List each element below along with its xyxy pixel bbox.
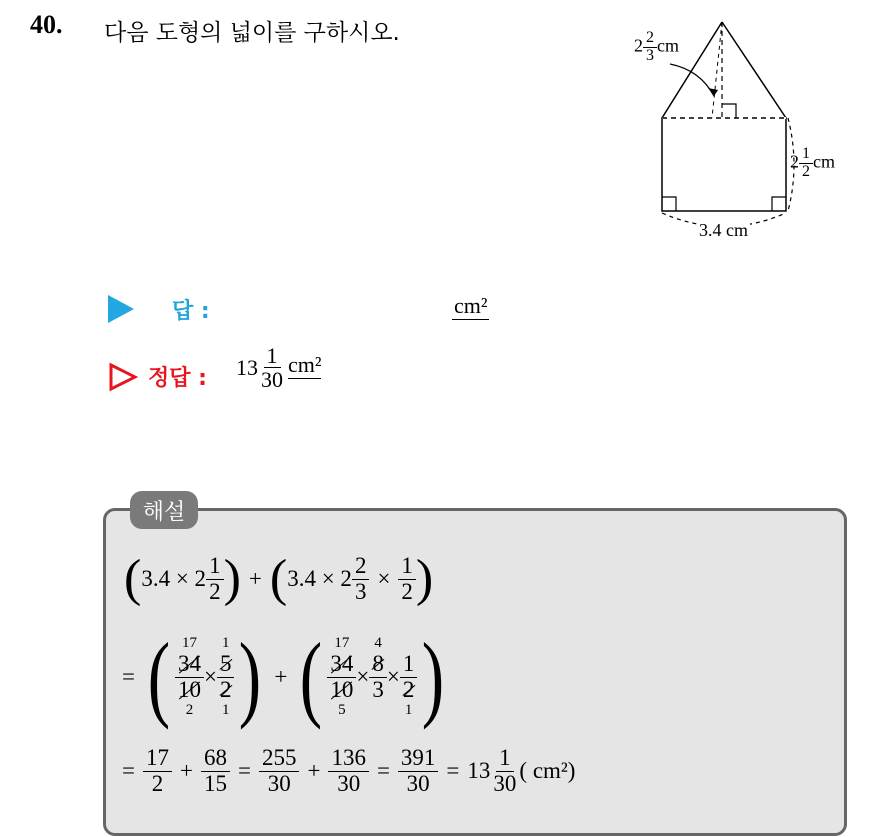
explanation-line-1: ( 3.4 × 2 $\frac{1}{2}$ ) + ( 3.4 × 2 $\frac{2}{3}$ × $\frac{1}{2}$ ) [124,550,434,607]
explanation-line-2: = ( 17 $\frac{34}{10}$ 2 × 1 $\frac{5}{2}$ 1 ) + ( 17 $\frac{34}{10}$ 5 × 4 $\frac{8}{3}$ × $\frac{1}{2}$ 1 ) [122,623,445,730]
correct-label: 정답 : [148,366,207,391]
explanation-line-3: = $\frac{17}{2}$ + $\frac{68}{15}$ = $\frac{255}{30}$ + $\frac{136}{30}$ = $\frac{391}{30}$ = 13 $\frac{1}{30}$ ( cm²) [122,745,576,796]
question-text: 다음 도형의 넓이를 구하시오. [104,20,400,46]
rectangle [662,118,786,211]
slant-label: 2 $\frac{2}{3}$ cm [634,29,679,64]
base-label: 3.4 cm [699,220,748,240]
answer-unit[interactable]: cm² [454,293,488,318]
correct-value: 13 $\frac{1}{30}$ cm² [236,343,322,393]
question-number: 40. [30,10,63,39]
answer-triangle-icon [108,295,134,323]
answer-label: 답 : [172,299,210,324]
correct-triangle-icon [108,362,138,392]
explanation-badge: 해설 [130,491,198,529]
right-angle-mark [722,104,736,118]
height-label: 2 $\frac{1}{2}$ cm [790,145,835,180]
